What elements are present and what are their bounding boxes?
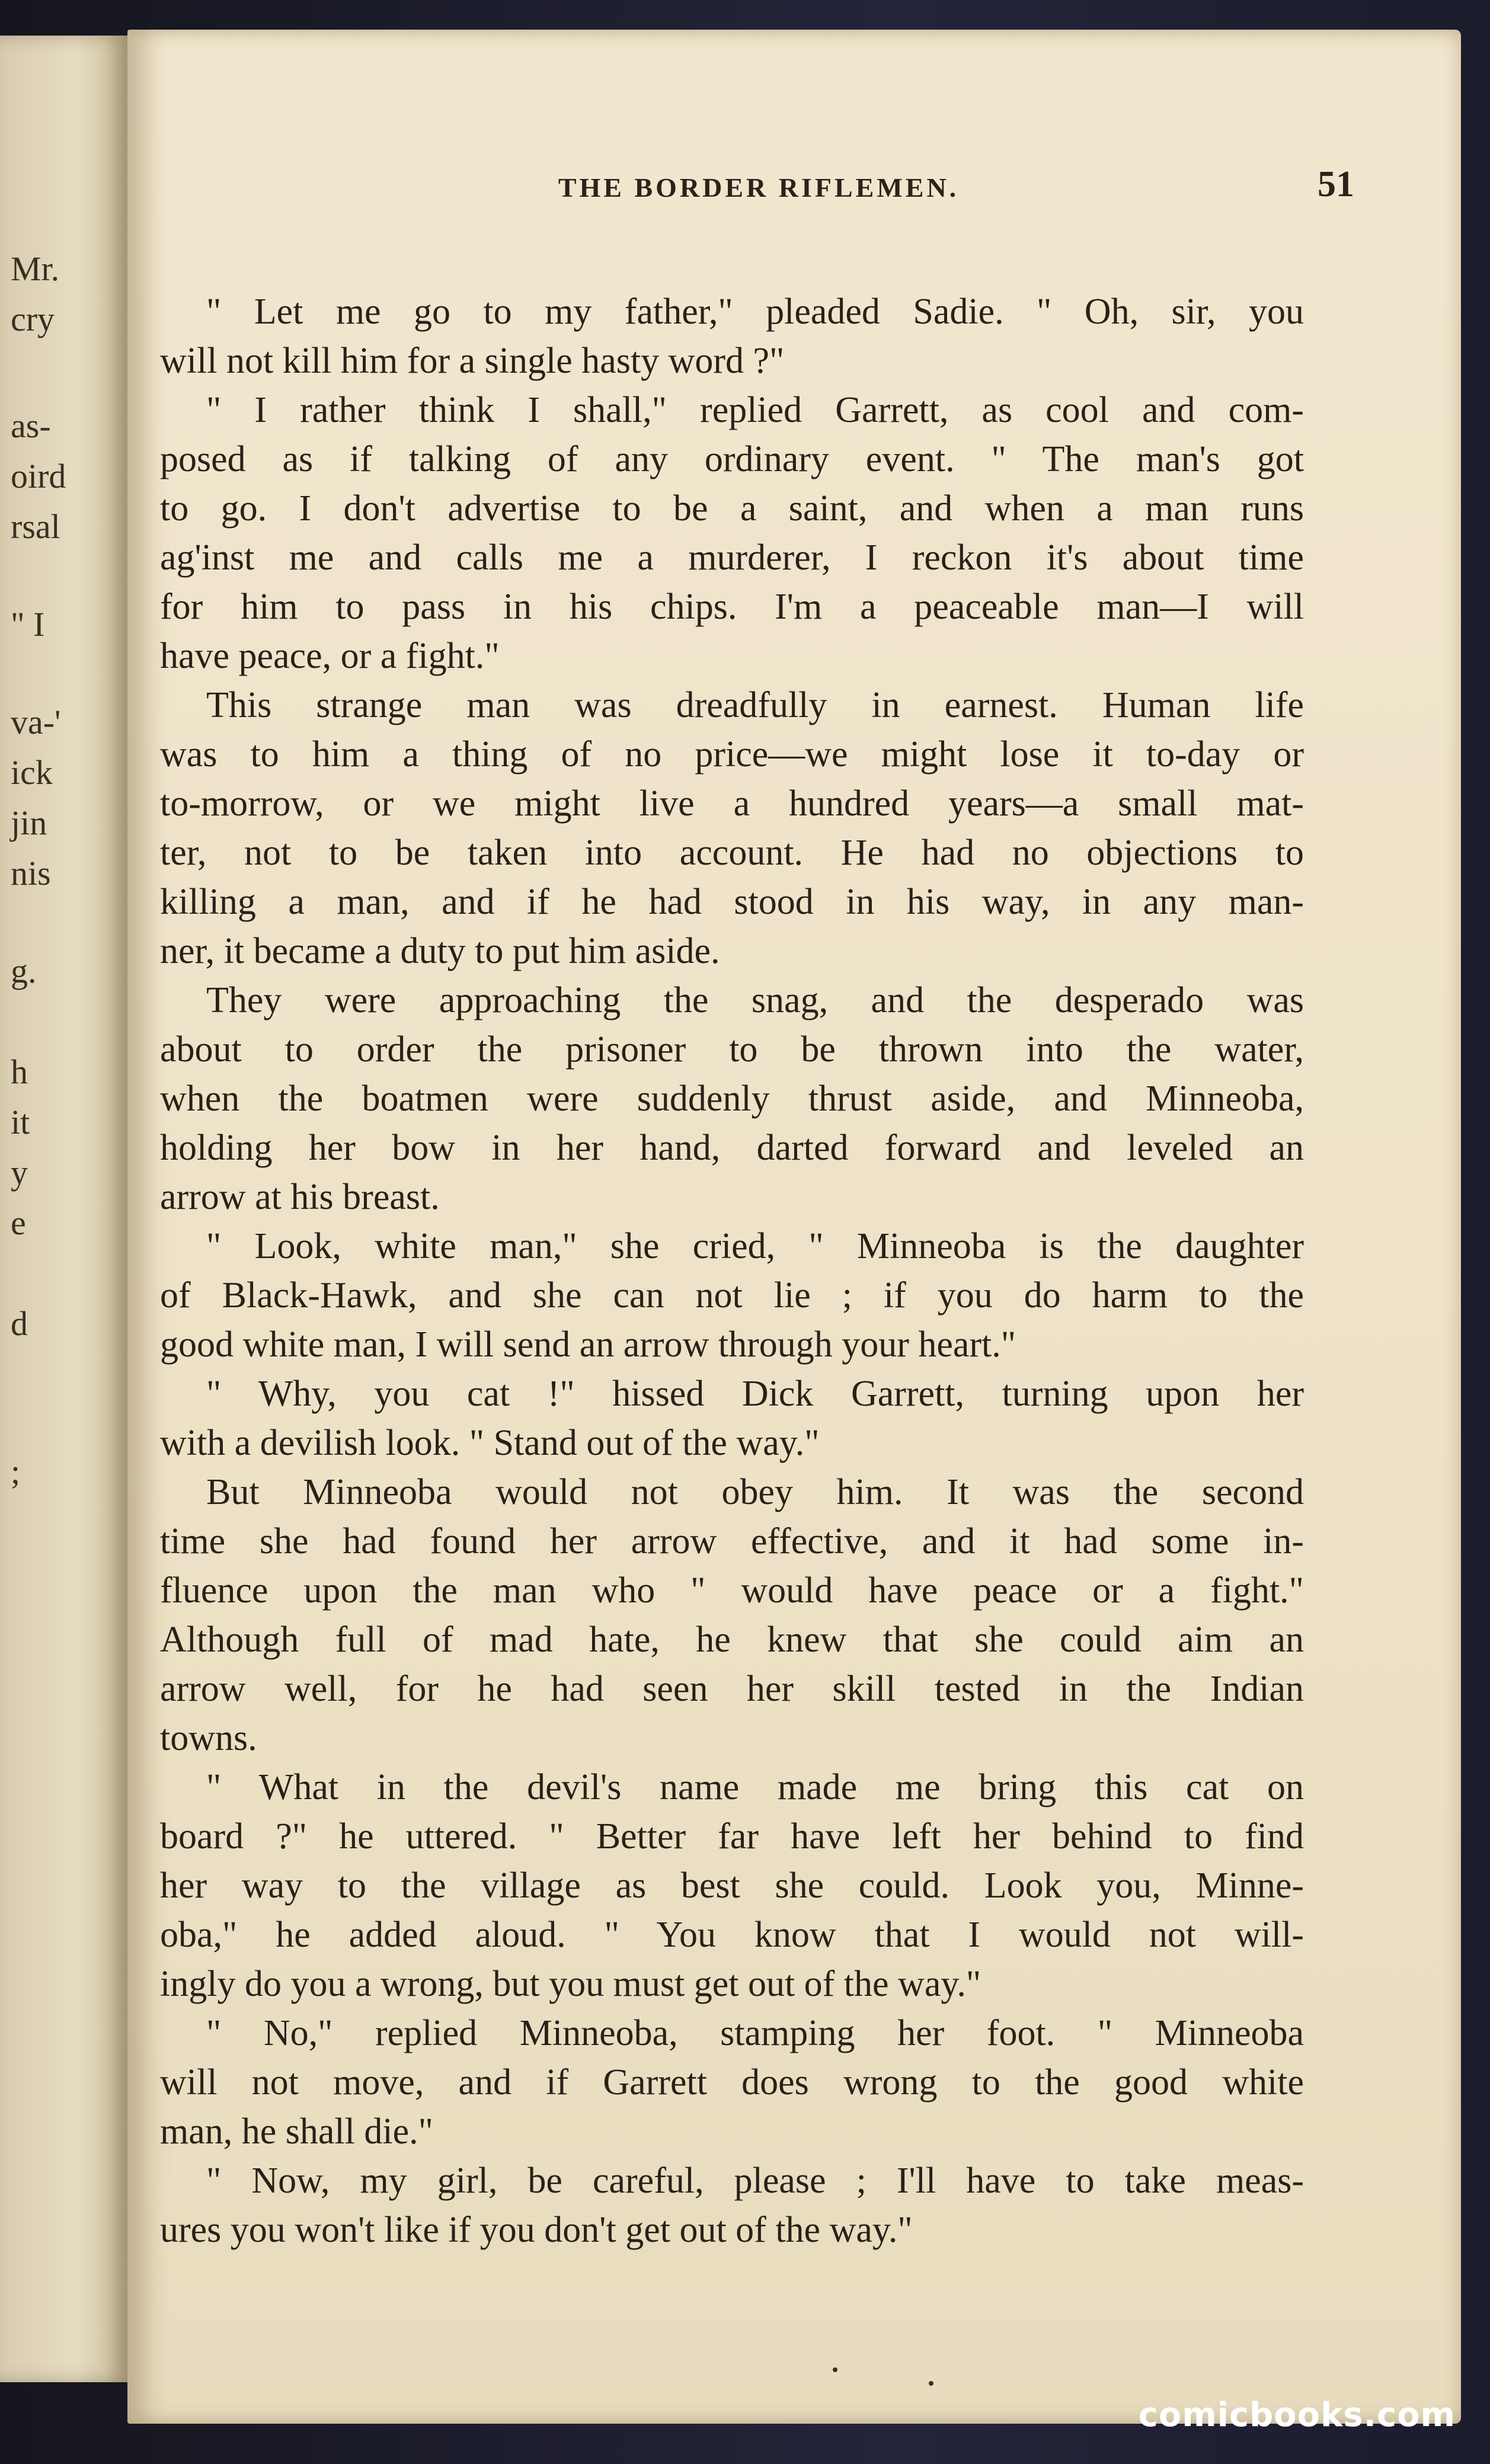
facing-page-fragment: h: [11, 1052, 28, 1091]
page-number: 51: [1318, 164, 1354, 204]
text-line: have peace, or a fight.": [160, 636, 500, 676]
book-page: [127, 30, 1461, 2424]
facing-page-fragment: va-': [11, 703, 61, 741]
text-line: " Now, my girl, be careful, please ; I'll have to take meas-: [206, 2161, 1304, 2201]
text-line: " Why, you cat !" hissed Dick Garrett, turning upon her: [206, 1374, 1304, 1414]
text-line: posed as if talking of any ordinary event. " The man's got: [160, 439, 1304, 479]
text-line: " Look, white man," she cried, " Minneoba is the daughter: [206, 1226, 1304, 1266]
text-line: But Minneoba would not obey him. It was the second: [206, 1472, 1304, 1512]
text-line: board ?" he uttered. " Better far have left her behind to find: [160, 1816, 1304, 1857]
facing-page-fragment: d: [11, 1304, 28, 1343]
text-line: her way to the village as best she could. Look you, Minne-: [160, 1865, 1304, 1906]
facing-page-fragment: g.: [11, 952, 37, 990]
text-line: about to order the prisoner to be thrown into the water,: [160, 1029, 1304, 1070]
text-line: " I rather think I shall," replied Garrett, as cool and com-: [206, 390, 1304, 430]
facing-page-fragment: ick: [11, 753, 53, 792]
text-line: of Black-Hawk, and she can not lie ; if you do harm to the: [160, 1275, 1304, 1316]
text-line: ures you won't like if you don't get out of the way.": [160, 2210, 913, 2250]
page-header: [163, 164, 1354, 219]
facing-page-fragment: " I: [11, 605, 45, 644]
text-line: to go. I don't advertise to be a saint, and when a man runs: [160, 488, 1304, 529]
text-line: They were approaching the snag, and the desperado was: [206, 980, 1304, 1020]
text-line: man, he shall die.": [160, 2111, 433, 2152]
facing-page-fragment: rsal: [11, 507, 60, 546]
text-line: " What in the devil's name made me bring this cat on: [206, 1767, 1304, 1807]
facing-page-fragment: e: [11, 1204, 26, 1242]
text-line: with a devilish look. " Stand out of the way.": [160, 1423, 820, 1463]
text-line: time she had found her arrow effective, and it had some in-: [160, 1521, 1304, 1561]
text-line: arrow at his breast.: [160, 1177, 440, 1217]
text-line: will not move, and if Garrett does wrong to the good white: [160, 2062, 1304, 2103]
text-line: arrow well, for he had seen her skill tested in the Indian: [160, 1669, 1304, 1709]
running-title: THE BORDER RIFLEMEN.: [558, 172, 960, 203]
text-line: towns.: [160, 1718, 257, 1758]
facing-page-fragment: oird: [11, 457, 66, 495]
text-line: to-morrow, or we might live a hundred years—a small mat-: [160, 783, 1304, 824]
text-line: This strange man was dreadfully in earnest. Human life: [206, 685, 1304, 725]
text-line: was to him a thing of no price—we might lose it to-day or: [160, 734, 1304, 775]
text-line: ner, it became a duty to put him aside.: [160, 931, 720, 971]
facing-page-fragment: Mr.: [11, 249, 60, 288]
facing-page-fragment: y: [11, 1153, 28, 1192]
text-line: " No," replied Minneoba, stamping her foot. " Minneoba: [206, 2013, 1304, 2053]
text-line: ingly do you a wrong, but you must get out of the way.": [160, 1964, 981, 2004]
text-line: ter, not to be taken into account. He had no objections to: [160, 833, 1304, 873]
body-text: [160, 287, 1304, 2255]
text-line: fluence upon the man who " would have peace or a fight.": [160, 1570, 1304, 1611]
paper-speck: [929, 2381, 933, 2386]
facing-page-fragment: it: [11, 1103, 30, 1141]
facing-page-edge: [0, 36, 131, 2382]
text-line: oba," he added aloud. " You know that I would not will-: [160, 1915, 1304, 1955]
facing-page-fragment: as-: [11, 407, 51, 445]
facing-page-fragment: jin: [11, 804, 47, 842]
text-line: when the boatmen were suddenly thrust aside, and Minneoba,: [160, 1079, 1304, 1119]
paper-speck: [833, 2367, 837, 2372]
text-line: for him to pass in his chips. I'm a peaceable man—I will: [160, 587, 1304, 627]
facing-page-fragment: ;: [11, 1452, 21, 1491]
text-line: " Let me go to my father," pleaded Sadie. " Oh, sir, you: [206, 292, 1304, 332]
text-line: ag'inst me and calls me a murderer, I reckon it's about time: [160, 537, 1304, 578]
watermark: comicbooks.com: [1138, 2396, 1456, 2434]
text-line: holding her bow in her hand, darted forward and leveled an: [160, 1128, 1304, 1168]
facing-page-fragment: nis: [11, 854, 51, 892]
text-line: Although full of mad hate, he knew that she could aim an: [160, 1620, 1304, 1660]
facing-page-fragment: cry: [11, 300, 55, 338]
text-line: will not kill him for a single hasty word ?": [160, 341, 785, 381]
text-line: good white man, I will send an arrow through your heart.": [160, 1324, 1016, 1365]
text-line: killing a man, and if he had stood in his way, in any man-: [160, 882, 1304, 922]
